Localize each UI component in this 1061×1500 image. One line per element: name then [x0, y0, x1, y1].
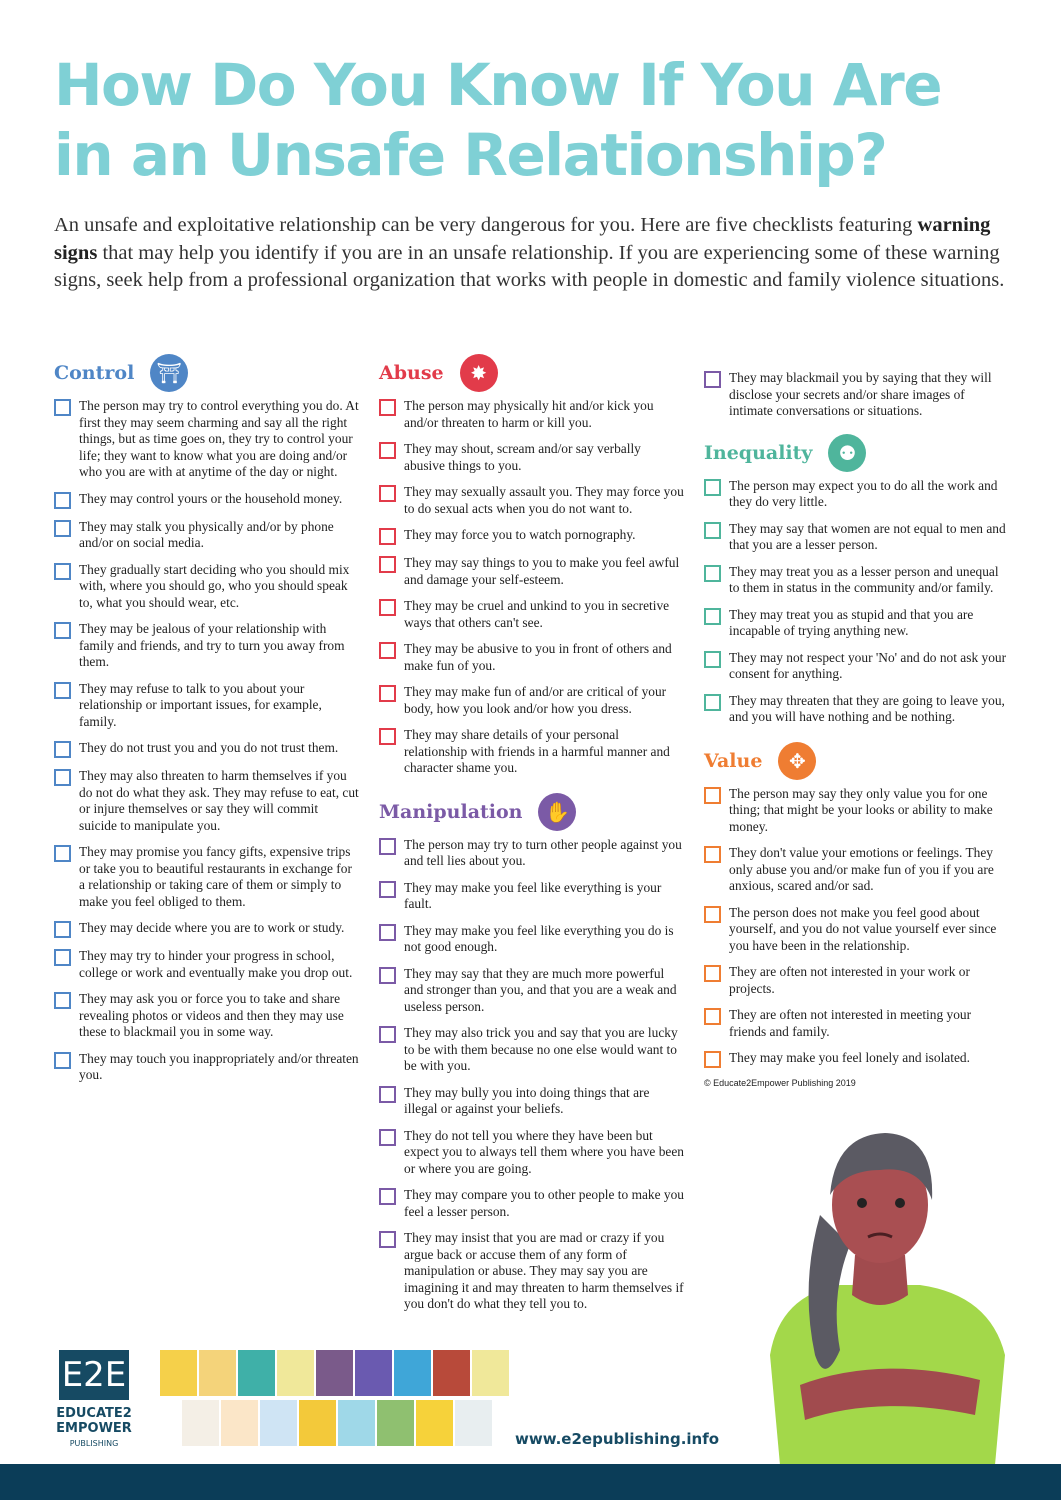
intro [54, 212, 1019, 295]
column-3 [704, 370, 1009, 1088]
section-abuse [379, 352, 684, 777]
section-title: Abuse [379, 362, 444, 384]
checklist-text: They may make fun of and/or are critical of your body, how you look and/or how you dress. [404, 684, 667, 716]
checkbox[interactable] [704, 965, 721, 982]
checkbox[interactable] [379, 1129, 396, 1146]
checklist-item [704, 964, 1009, 997]
section-title: Value [704, 749, 763, 772]
checkbox[interactable] [54, 921, 71, 938]
checkbox[interactable] [379, 924, 396, 941]
checklist-text: They may say that they are much more powerful and stronger than you, and that you are a weak and useless person. [404, 965, 677, 1014]
checklist-item [379, 727, 684, 777]
checklist-text: They do not tell you where they have been but expect you to always tell them where you have been or where you are going. [404, 1127, 684, 1176]
checklist-text: They may say that women are not equal to men and that you are a lesser person. [729, 520, 1006, 552]
checklist-text: They may be abusive to you in front of others and make fun of you. [404, 641, 672, 673]
checklist-item [379, 1187, 684, 1220]
checklist-text: The person may try to control everything you do. At first they may seem charming and say all the right things, but as time goes on, they try to control your life; they want to know what you are doing and/or who you are with at anytime of the day or night. [79, 398, 359, 479]
checkbox[interactable] [379, 1026, 396, 1043]
checkbox[interactable] [54, 520, 71, 537]
checkbox[interactable] [379, 556, 396, 573]
swing-icon: ⛩ [150, 354, 188, 392]
logo-line-2: EMPOWER [56, 1421, 132, 1436]
footer-bar [0, 1464, 1061, 1500]
checklist-item [54, 844, 359, 910]
checklist-text: They may make you feel lonely and isolated. [729, 1050, 970, 1065]
logo-line-1: EDUCATE2 [56, 1406, 132, 1421]
section-extra [704, 370, 1009, 420]
book-cover [338, 1400, 375, 1446]
checklist-text: The person may try to turn other people against you and tell lies about you. [404, 836, 682, 868]
book-cover [221, 1400, 258, 1446]
checklist-item [704, 905, 1009, 955]
checklist-text: They may stalk you physically and/or by phone and/or on social media. [79, 518, 334, 550]
value-heading [704, 740, 1009, 782]
book-cover [433, 1350, 470, 1396]
checkbox[interactable] [379, 399, 396, 416]
checklist-text: They may blackmail you by saying that they will disclose your secrets and/or share images of intimate conversations or situations. [729, 370, 992, 418]
checklist-text: They may treat you as stupid and that you are incapable of trying anything new. [729, 606, 974, 638]
checklist-item [379, 641, 684, 674]
checklist-item [54, 398, 359, 481]
checklist-item [379, 1128, 684, 1178]
checkbox[interactable] [379, 528, 396, 545]
checkbox[interactable] [379, 685, 396, 702]
educate2empower-logo [54, 1350, 134, 1448]
checklist-text: They don't value your emotions or feelings. They only abuse you and/or make fun of you if you are anxious, scared and/or sad. [729, 845, 994, 893]
two-people-icon: ⚉ [828, 434, 866, 472]
checklist-text: They may promise you fancy gifts, expensive trips or take you to beautiful restaurants in exchange for a relationship or taking care of them or simply to make you feel obliged to them. [79, 844, 352, 909]
checklist-item [379, 555, 684, 588]
checklist-item [379, 598, 684, 631]
checklist-item [379, 1085, 684, 1118]
checklist-text: They may threaten that they are going to leave you, and you will have nothing and be nothing. [729, 692, 1005, 724]
page-title: How Do You Know If You Are in an Unsafe Relationship? [54, 51, 942, 189]
logo-line-3: PUBLISHING [69, 1439, 119, 1448]
checkbox[interactable] [379, 485, 396, 502]
checkbox[interactable] [379, 642, 396, 659]
checklist-item [379, 1025, 684, 1075]
checklist-item [704, 1050, 1009, 1068]
checklist-text: They may not respect your 'No' and do not ask your consent for anything. [729, 649, 1007, 681]
checkbox[interactable] [704, 651, 721, 668]
checkbox[interactable] [54, 1052, 71, 1069]
checkbox[interactable] [704, 1051, 721, 1068]
checkbox[interactable] [54, 563, 71, 580]
checklist-text: They may make you feel like everything is your fault. [404, 879, 662, 911]
section-control [54, 352, 359, 1084]
checklist-item [379, 684, 684, 717]
checklist-item [379, 484, 684, 517]
checklist-item [54, 920, 359, 938]
section-inequality [704, 432, 1009, 726]
copyright: © Educate2Empower Publishing 2019 [704, 1078, 856, 1088]
checklist-item [379, 966, 684, 1016]
intro-bold: warning signs [54, 214, 991, 264]
checklist-text: They may decide where you are to work or study. [79, 920, 345, 935]
checklist-item [379, 441, 684, 474]
checklist-text: They may be cruel and unkind to you in secretive ways that others can't see. [404, 598, 670, 630]
website-link[interactable]: www.e2epublishing.info [515, 1430, 720, 1448]
checklist-item [704, 478, 1009, 511]
checkbox[interactable] [704, 1008, 721, 1025]
checkbox[interactable] [54, 741, 71, 758]
checkbox[interactable] [379, 1231, 396, 1248]
abuse-heading [379, 352, 684, 394]
checkbox[interactable] [379, 881, 396, 898]
intro-text-2: that may help you identify if you are in an unsafe relationship. If you are experiencing some of these warning signs, seek help from a professional organization that works with people in domestic and family violence situations. [54, 241, 1005, 291]
checklist-item [379, 837, 684, 870]
checkbox[interactable] [54, 622, 71, 639]
checklist-item [54, 491, 359, 509]
girl-illustration [760, 1125, 1020, 1469]
checklist-text: They gradually start deciding who you should mix with, where you should go, who you should speak to, what you should wear, etc. [79, 561, 350, 610]
book-cover [394, 1350, 431, 1396]
book-cover [316, 1350, 353, 1396]
book-cover [472, 1350, 509, 1396]
checklist-item [704, 693, 1009, 726]
checklist-item [704, 607, 1009, 640]
checkbox[interactable] [379, 838, 396, 855]
checklist-text: They may refuse to talk to you about your relationship or important issues, for example, family. [79, 680, 322, 729]
checklist-item [704, 521, 1009, 554]
checklist-item [54, 562, 359, 612]
checklist-item [379, 923, 684, 956]
checkbox[interactable] [704, 371, 721, 388]
e2e-mark: E2E [59, 1350, 129, 1400]
manipulation-heading [379, 791, 684, 833]
checklist-text: They may ask you or force you to take and share revealing photos or videos and then they may use these to blackmail you in some way. [79, 991, 344, 1039]
section-value [704, 740, 1009, 1069]
checklist-text: They may compare you to other people to make you feel a lesser person. [404, 1187, 685, 1219]
checkbox[interactable] [704, 479, 721, 496]
checkbox[interactable] [54, 769, 71, 786]
checklist-text: They may insist that you are mad or crazy if you argue back or accuse them of any form of manipulation or abuse. They may say you are imagining it and may threaten to harm themselves if you don't do what they tell you to. [404, 1230, 684, 1311]
checklist-item [704, 564, 1009, 597]
checkbox[interactable] [704, 846, 721, 863]
checklist-item [704, 845, 1009, 895]
book-cover [355, 1350, 392, 1396]
checklist-item [54, 621, 359, 671]
book-cover [160, 1350, 197, 1396]
checklist-text: They may also threaten to harm themselves if you do not do what they ask. They may refuse to eat, cut or injure themselves or say they will commit suicide to manipulate you. [79, 768, 359, 833]
checkbox[interactable] [704, 787, 721, 804]
checklist-item [704, 370, 1009, 420]
checklist-item [54, 681, 359, 731]
book-cover [455, 1400, 492, 1446]
checklist-text: They may shout, scream and/or say verbally abusive things to you. [404, 441, 641, 473]
checkbox[interactable] [704, 906, 721, 923]
section-title: Control [54, 362, 135, 384]
checkbox[interactable] [704, 522, 721, 539]
checklist-item [54, 948, 359, 981]
book-cover [277, 1350, 314, 1396]
checkbox[interactable] [54, 492, 71, 509]
checklist-item [379, 398, 684, 431]
checklist-item [379, 1230, 684, 1313]
checklist-item [704, 650, 1009, 683]
checkbox[interactable] [379, 442, 396, 459]
checklist-item [54, 991, 359, 1041]
checkbox[interactable] [379, 1188, 396, 1205]
checklist-text: The person does not make you feel good about yourself, and you do not value yourself ever since you have been in the relationship. [729, 904, 997, 953]
section-title: Manipulation [379, 800, 523, 823]
checkbox[interactable] [379, 1086, 396, 1103]
section-manipulation [379, 791, 684, 1313]
checklist-text: They may treat you as a lesser person and unequal to them in status in the community and/or family. [729, 563, 999, 595]
checklist-text: They may try to hinder your progress in school, college or work and eventually make you drop out. [79, 948, 353, 980]
checkbox[interactable] [379, 967, 396, 984]
checklist-text: The person may physically hit and/or kick you and/or threaten to harm or kill you. [404, 398, 654, 430]
checklist-text: They are often not interested in your work or projects. [729, 964, 970, 996]
book-cover [199, 1350, 236, 1396]
checklist-item [379, 527, 684, 545]
checkbox[interactable] [379, 728, 396, 745]
checkbox[interactable] [54, 845, 71, 862]
checklist-item [54, 768, 359, 834]
checklist-text: They may control yours or the household money. [79, 490, 343, 506]
puppet-hand-icon: ✋ [538, 793, 576, 831]
checklist-item [704, 786, 1009, 836]
book-cover [299, 1400, 336, 1446]
intro-text: An unsafe and exploitative relationship can be very dangerous for you. Here are five checklists featuring [54, 214, 918, 236]
book-cover [416, 1400, 453, 1446]
checklist-item [379, 880, 684, 913]
checkbox[interactable] [704, 565, 721, 582]
checklist-text: They may also trick you and say that you are lucky to be with them because no one else would want to be with you. [404, 1025, 678, 1073]
book-cover [182, 1400, 219, 1446]
checklist-text: They may bully you into doing things that are illegal or against your beliefs. [404, 1084, 650, 1116]
control-heading [54, 352, 359, 394]
checklist-item [54, 1051, 359, 1084]
checklist-text: They may say things to you to make you feel awful and damage your self-esteem. [404, 555, 680, 587]
hurt-person-icon: ✸ [460, 354, 498, 392]
checkbox[interactable] [704, 694, 721, 711]
book-cover [238, 1350, 275, 1396]
checklist-text: The person may expect you to do all the work and they do very little. [729, 477, 998, 509]
book-cover [260, 1400, 297, 1446]
checklist-text: They may sexually assault you. They may force you to do sexual acts when you do not want to. [404, 484, 684, 516]
checkbox[interactable] [54, 949, 71, 966]
column-1 [54, 352, 359, 1094]
checklist-item [54, 519, 359, 552]
checklist-text: They may make you feel like everything you do is not good enough. [404, 922, 674, 954]
checkbox[interactable] [54, 399, 71, 416]
checklist-item [54, 740, 359, 758]
checklist-text: They may force you to watch pornography. [404, 527, 636, 542]
checkbox[interactable] [379, 599, 396, 616]
checkbox[interactable] [704, 608, 721, 625]
arrows-inward-icon: ✥ [778, 742, 816, 780]
checklist-text: They are often not interested in meeting your friends and family. [729, 1007, 972, 1039]
checklist-text: They may share details of your personal relationship with friends in a harmful manner and character shame you. [404, 727, 670, 775]
checklist-text: They may touch you inappropriately and/or threaten you. [79, 1050, 359, 1082]
checklist-text: They do not trust you and you do not trust them. [79, 740, 339, 755]
checkbox[interactable] [54, 682, 71, 699]
inequality-heading [704, 432, 1009, 474]
checkbox[interactable] [54, 992, 71, 1009]
checklist-item [704, 1007, 1009, 1040]
book-cover [377, 1400, 414, 1446]
section-title: Inequality [704, 441, 813, 464]
checklist-text: The person may say they only value you for one thing; that might be your looks or ability to make money. [729, 785, 993, 834]
column-2 [379, 352, 684, 1323]
checklist-text: They may be jealous of your relationship with family and friends, and try to turn you away from them. [79, 621, 345, 669]
